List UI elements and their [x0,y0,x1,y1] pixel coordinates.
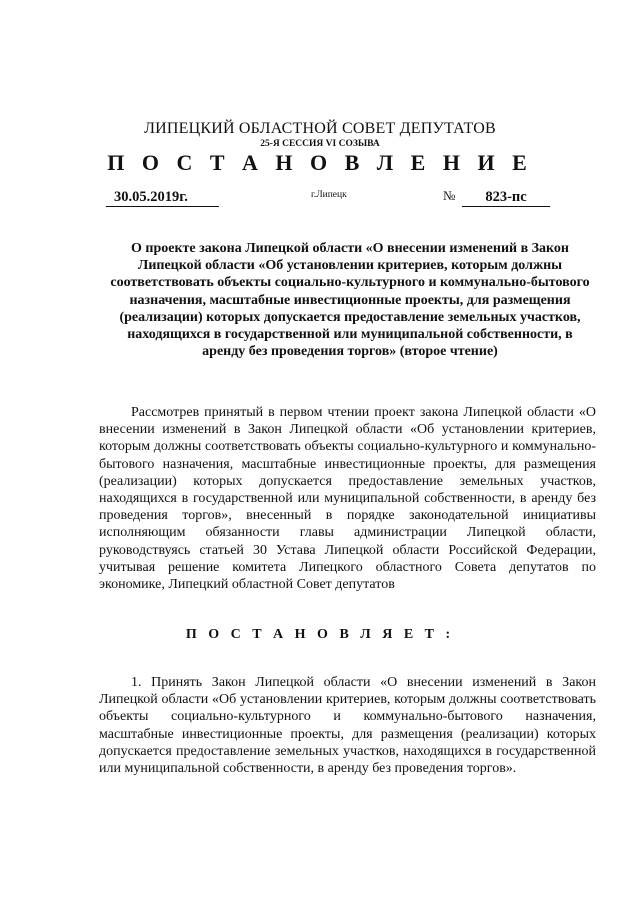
document-title: О проекте закона Липецкой области «О внесении изменений в Закон Липецкой области «Об установлении критериев, которым должны соответствовать объекты социально-культурного и коммунально-бытового назначения, масштабные инвестиционные проекты, для размещения (реализации) которых допускается предоставление земельных участков, находящихся в государственной или муниципальной собственности, в аренду без проведения торгов» (второе чтение) [110,241,590,360]
organization-name: ЛИПЕЦКИЙ ОБЛАСТНОЙ СОВЕТ ДЕПУТАТОВ [144,120,496,137]
document-date: 30.05.2019г. [106,188,219,207]
document-number: 823-пс [462,188,550,207]
session-line: 25-Я СЕССИЯ VI СОЗЫВА [260,139,380,149]
item-1-paragraph: 1. Принять Закон Липецкой области «О внесении изменений в Закон Липецкой области «Об установлении критериев, которым должны соответствовать объекты социально-культурного и коммунально-бытового назначения, масштабные инвестиционные проекты, для размещения (реализации) которых допускается предоставление земельных участков, находящихся в государственной или муниципальной собственности, в аренду без проведения торгов». [99,675,596,777]
resolves-heading: П О С Т А Н О В Л Я Е Т : [185,627,455,642]
preamble-paragraph: Рассмотрев принятый в первом чтении проект закона Липецкой области «О внесении изменений в Закон Липецкой области «Об установлении критериев, которым должны соответствовать объекты социально-культурного и коммунально-бытового назначения, масштабные инвестиционные проекты, для размещения (реализации) которых допускается предоставление земельных участков, находящихся в государственной или муниципальной собственности, в аренду без проведения торгов», внесенный в порядке законодательной инициативы исполняющим обязанности главы администрации Липецкой области, руководствуясь статьей 30 Устава Липецкой области Российской Федерации, учитывая решение комитета Липецкого областного Совета депутатов по экономике, Липецкий областной Совет депутатов [99,405,596,593]
document-city: г.Липецк [311,190,347,200]
document-type: П О С Т А Н О В Л Е Н И Е [107,150,533,175]
number-sign: № [443,188,456,203]
